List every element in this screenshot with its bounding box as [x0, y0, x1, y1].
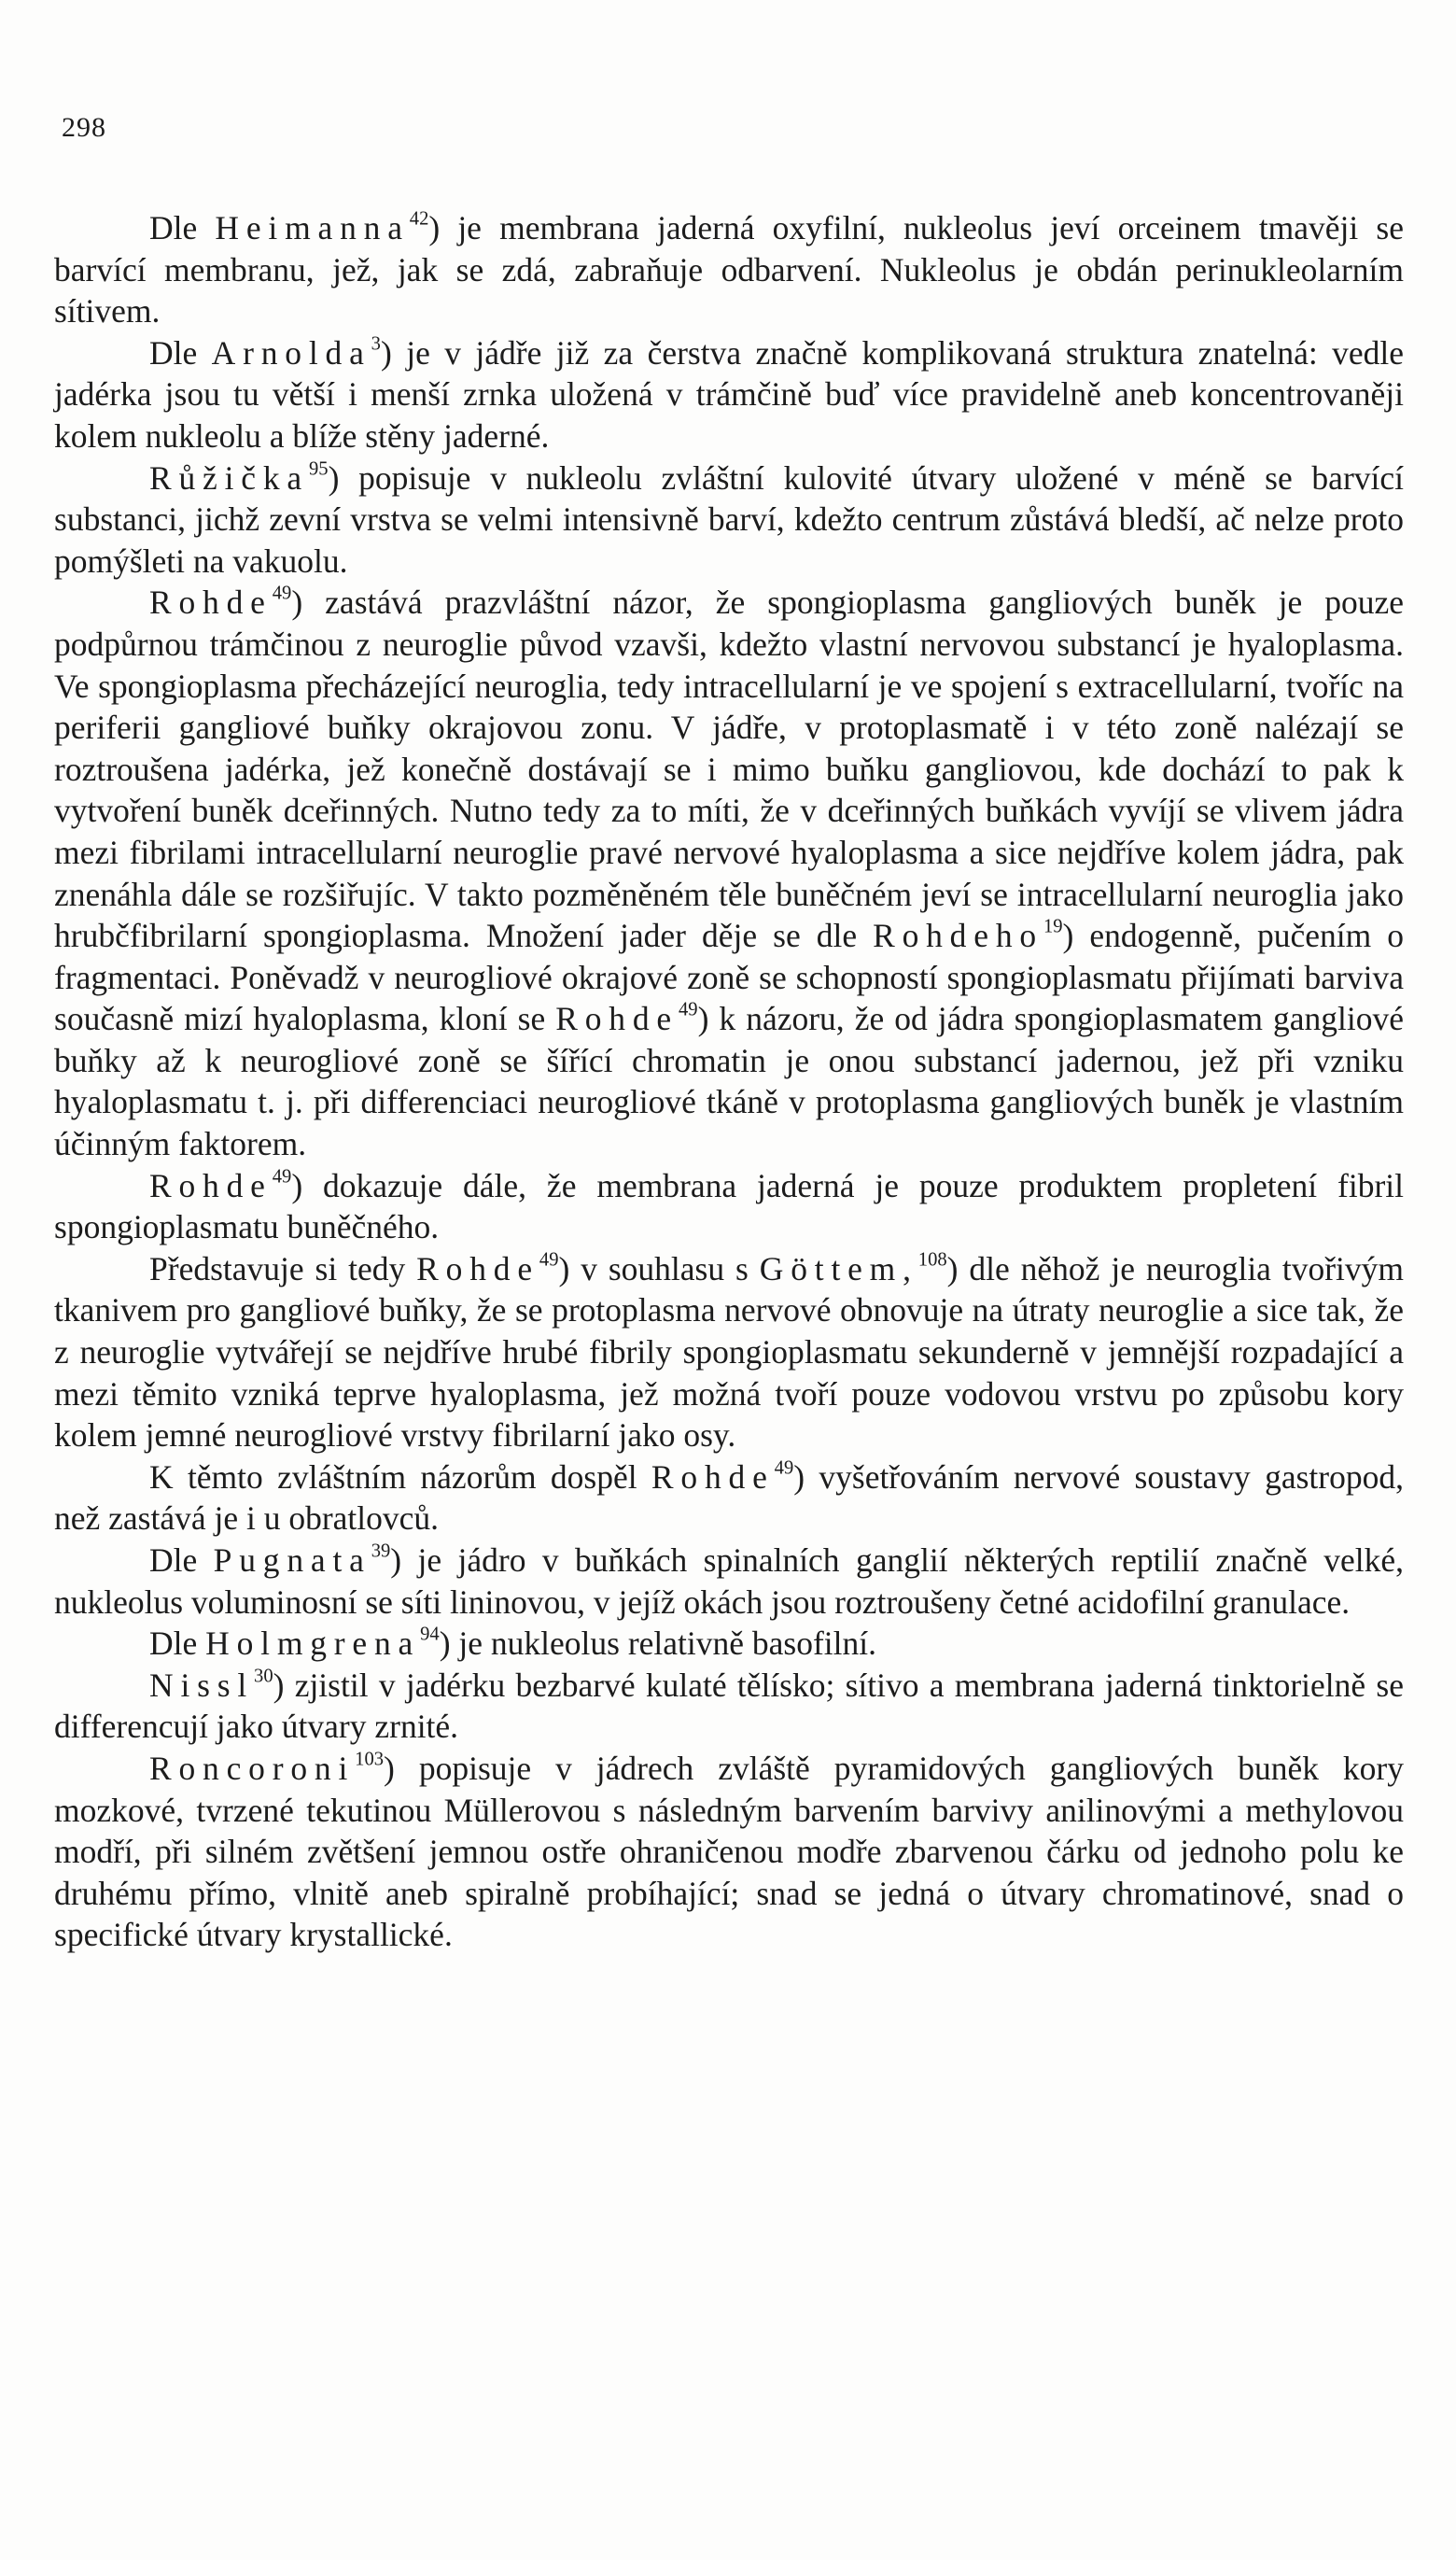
paragraph-text: ) v souhlasu s [558, 1249, 760, 1287]
paragraph-text: Dle [149, 333, 212, 372]
paragraph-text: ) zjistil v jadérku bezbarvé kulaté tělísko; sítivo a membrana jaderná tinktorielně se differencují jako útvary zrnité. [54, 1666, 1404, 1746]
reference-number: 49 [272, 1166, 292, 1188]
page-number: 298 [62, 112, 106, 143]
author-name: Holmgrena [205, 1625, 421, 1663]
paragraph-text: ) dle něhož je neuroglia tvořivým tkanivem pro gangliové buňky, že se protoplasma nervové obnovuje na útraty neuroglie a sice tak, že z neuroglie vytvářejí se nejdříve hrubé fibrily spongioplasmatu sekunderně v jemnější rozpadající a mezi těmito vzniká teprve hyaloplasma, jež možná tvoří pouze vodovou vrstvu po způsobu kory kolem jemné neurogliové vrstvy fibrilarní jako osy. [54, 1249, 1405, 1455]
reference-number: 49 [774, 1457, 794, 1479]
paragraph [54, 457, 1404, 583]
reference-number: 3 [371, 333, 381, 355]
body-text [54, 207, 1404, 1956]
paragraph-text: Představuje si tedy [149, 1249, 417, 1287]
reference-number: 95 [308, 458, 329, 480]
paragraph-text: ) dokazuje dále, že membrana jaderná je pouze produktem propletení fibril spongioplasmatu buněčného. [54, 1166, 1404, 1246]
paragraph-text: ) je v jádře již za čerstva značně komplikovaná struktura znatelná: vedle jadérka jsou tu větší i menší zrnka uložená v trámčině buď více pravidelně aneb koncentrovaněji kolem nukleolu a blíže stěny jaderné. [54, 333, 1404, 455]
author-name: Nissl [149, 1666, 255, 1704]
paragraph-text: ) popisuje v nukleolu zvláštní kulovité útvary uložené v méně se barvící substanci, jichž zevní vrstva se velmi intensivně barví, kdežto centrum zůstává bledší, ač nelze proto pomýšleti na vakuolu. [54, 458, 1404, 580]
paragraph [54, 332, 1404, 457]
author-name: Arnolda [211, 333, 371, 372]
paragraph [54, 1456, 1404, 1540]
paragraph [54, 582, 1404, 1164]
author-name: Růžička [149, 458, 309, 497]
paragraph-text: ) je jádro v buňkách spinalních ganglií některých reptilií značně velké, nukleolus voluminosní se síti lininovou, v jejíž okách jsou roztroušeny četné acidofilní granulace. [54, 1541, 1404, 1621]
reference-number: 94 [420, 1624, 440, 1645]
author-name: Rohde [555, 1000, 679, 1038]
paragraph-text: K těmto zvláštním názorům dospěl [149, 1457, 651, 1496]
paragraph-text: Dle [149, 209, 216, 246]
paragraph-text: ) je nukleolus relativně basofilní. [439, 1625, 876, 1663]
author-name: Heimanna [215, 209, 410, 246]
author-name: Rohde [416, 1249, 539, 1287]
author-name: Rohde [651, 1457, 775, 1496]
paragraph [54, 1540, 1404, 1623]
reference-number: 103 [355, 1749, 385, 1770]
reference-number: 49 [679, 999, 698, 1020]
reference-number: 42 [409, 208, 429, 230]
paragraph-text: ) zastává prazvláštní názor, že spongioplasma gangliových buněk je pouze podpůrnou trámčinou z neuroglie původ vzavši, kdežto vlastní nervovou substancí je hyaloplasma. Ve spongioplasma přecházející neuroglia, tedy intracellularní je ve spojení s extracellularní, tvoříc na periferii gangliové buňky okrajovou zonu. V jádře, v protoplasmatě i v této zoně nalézají se roztroušena jadérka, jež konečně dostávají se i mimo buňku gangliovou, kde dochází to pak k vytvoření buněk dceřinných. Nutno tedy za to míti, že v dceřinných buňkách vyvíjí se vlivem jádra mezi fibrilami intracellularní neuroglie pravé nervové hyaloplasma a sice nejdříve kolem jádra, pak znenáhla dále se rozšiřujíc. V takto pozměněném těle buněčném jeví se intracellularní neuroglia jako hrubčfibrilarní spongioplasma. Množení jader děje se dle [54, 584, 1404, 955]
paragraph-text: ) vyšetřováním nervové soustavy gastropod, než zastává je i u obratlovců. [54, 1457, 1404, 1538]
reference-number: 49 [539, 1249, 559, 1271]
author-name: Göttem, [759, 1249, 918, 1287]
paragraph-text: ) je membrana jaderná oxyfilní, nukleolus jeví orceinem tmavěji se barvící membranu, jež, jak se zdá, zabraňuje odbarvení. Nukleolus je obdán perinukleolarním sítivem. [54, 209, 1404, 331]
author-name: Pugnata [213, 1541, 371, 1579]
reference-number: 39 [371, 1540, 391, 1562]
reference-number: 108 [917, 1249, 947, 1271]
author-name: Roncoroni [149, 1749, 356, 1787]
paragraph-text: ) endogenně, pučením o fragmentaci. Poněvadž v neurogliové okrajové zoně se schopností spongioplasmatu přijímati barviva současně mizí hyaloplasma, kloní se [54, 917, 1404, 1038]
paragraph [54, 1248, 1404, 1456]
paragraph [54, 1623, 1404, 1665]
paragraph [54, 207, 1404, 332]
paragraph-text: Dle [149, 1541, 214, 1579]
reference-number: 19 [1043, 916, 1063, 937]
reference-number: 49 [272, 583, 292, 604]
paragraph-text: ) popisuje v jádrech zvláště pyramidových gangliových buněk kory mozkové, tvrzené tekutinou Müllerovou s následným barvením barvivy anilinovými a methylovou modří, při silném zvětšení jemnou ostře ohraničenou modře zbarvenou čárku od jednoho polu ke druhému přímo, vlnitě aneb spiralně probíhající; snad se jedná o útvary chromatinové, snad o specifické útvary krystallické. [54, 1749, 1404, 1954]
paragraph-text: Dle [149, 1625, 206, 1663]
reference-number: 30 [254, 1666, 273, 1687]
author-name: Rohdeho [873, 917, 1043, 955]
author-name: Rohde [149, 584, 273, 622]
paragraph [54, 1165, 1404, 1248]
paragraph-text: ) k názoru, že od jádra spongioplasmatem gangliové buňky až k neurogliové zoně se šířící chromatin je onou substancí jadernou, jež při vzniku hyaloplasmatu t. j. při differenciaci neurogliové tkáně v protoplasma gangliových buněk je vlastním účinným faktorem. [54, 1000, 1404, 1163]
paragraph [54, 1748, 1404, 1956]
paragraph [54, 1665, 1404, 1748]
author-name: Rohde [149, 1166, 273, 1204]
